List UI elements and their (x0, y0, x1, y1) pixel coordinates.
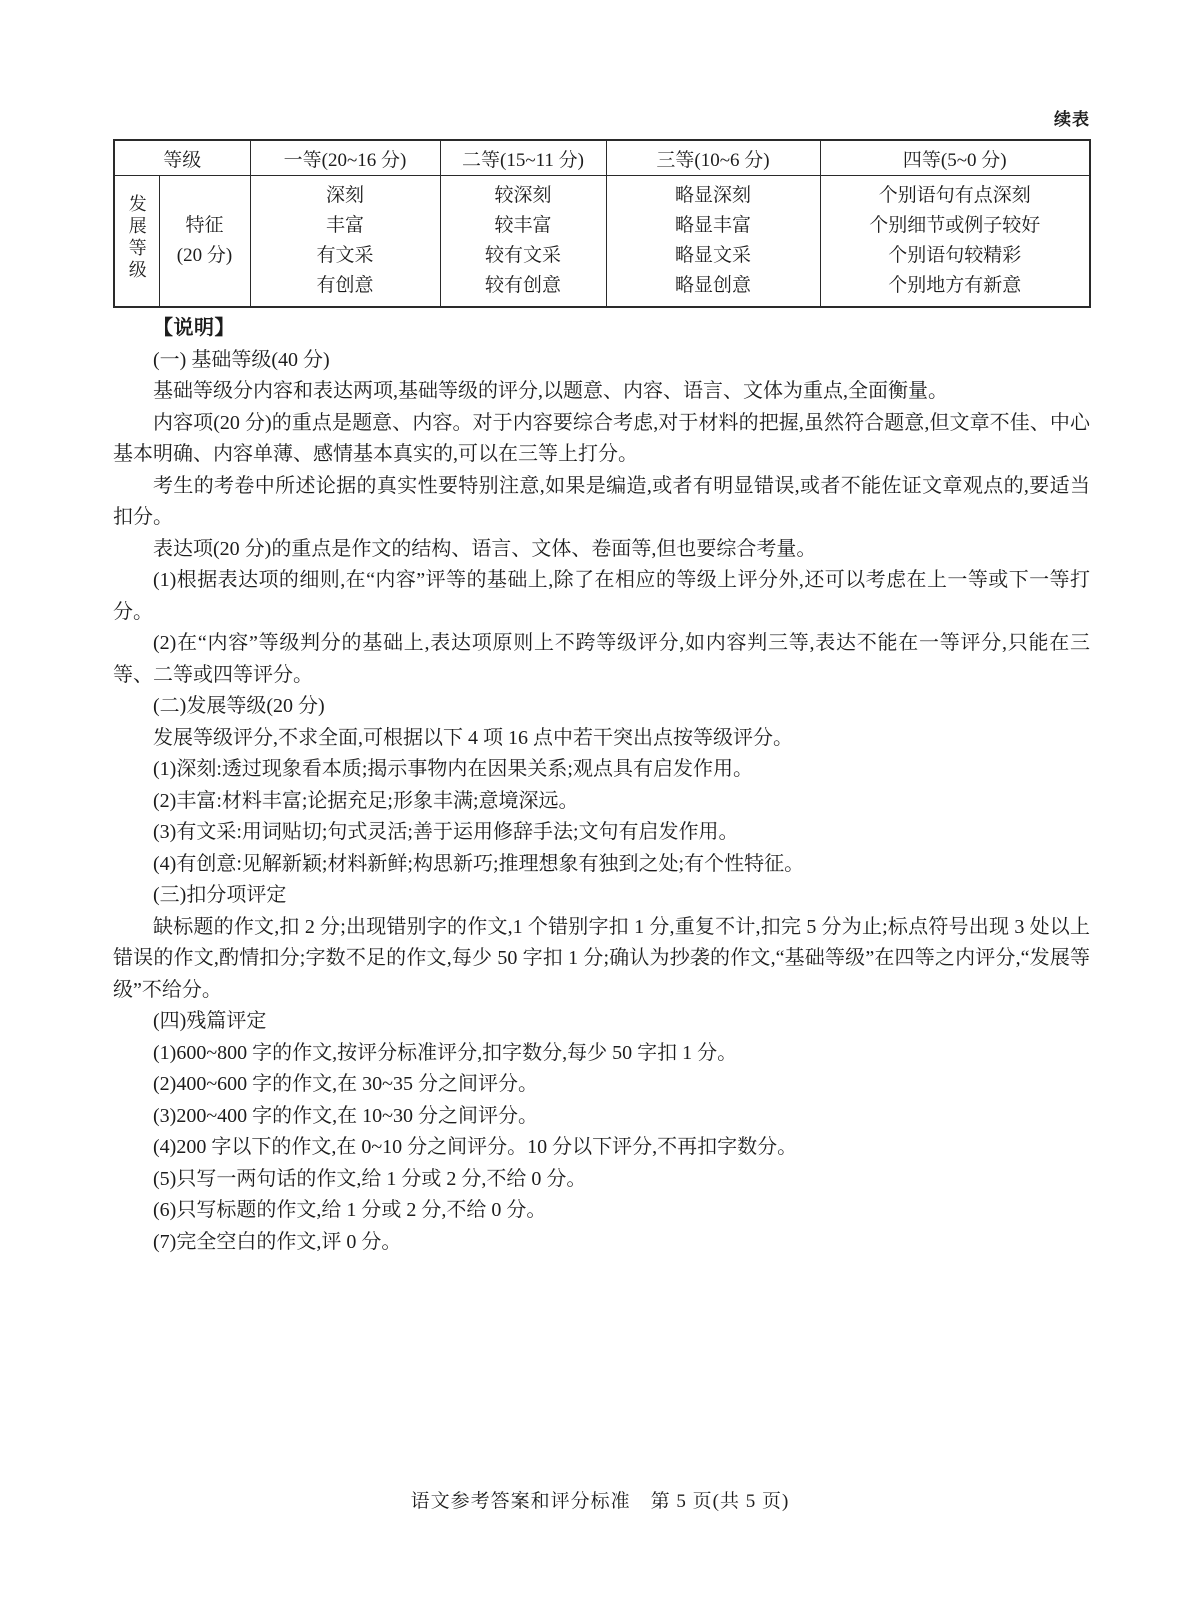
grade4-body-cell (820, 176, 1090, 308)
grade-header-cell: 等级 (114, 140, 250, 176)
grade2-body-cell (440, 176, 606, 308)
page-footer: 语文参考答案和评分标准 第 5 页(共 5 页) (410, 1491, 790, 1512)
note-paragraph: (二)发展等级(20 分) (153, 695, 325, 717)
note-paragraph: (2)丰富:材料丰富;论据充足;形象丰满;意境深远。 (153, 789, 579, 812)
continued-table-label: 续表 (1054, 110, 1090, 129)
grade2-header-cell: 二等(15~11 分) (440, 140, 606, 176)
grade1-line: 丰富 (326, 215, 365, 236)
grade3-header-cell: 三等(10~6 分) (606, 140, 820, 176)
note-paragraph: (1)600~800 字的作文,按评分标准评分,扣字数分,每少 50 字扣 1 分。 (153, 1041, 738, 1064)
notes-section (113, 313, 1090, 1258)
feature-label-line2: (20 分) (176, 245, 233, 266)
note-paragraph: 发展等级评分,不求全面,可根据以下 4 项 16 点中若干突出点按等级评分。 (153, 726, 793, 749)
note-paragraph: (四)残篇评定 (153, 1010, 267, 1032)
note-paragraph: (7)完全空白的作文,评 0 分。 (153, 1230, 402, 1253)
note-paragraph: (4)200 字以下的作文,在 0~10 分之间评分。10 分以下评分,不再扣字数分。 (153, 1136, 798, 1158)
note-paragraph: (一) 基础等级(40 分) (153, 348, 330, 371)
grade3-line: 略显创意 (675, 275, 752, 296)
table-header-row (114, 140, 1090, 176)
feature-label-line1: 特征 (185, 215, 224, 236)
note-paragraph: (4)有创意:见解新颖;材料新鲜;构思新巧;推理想象有独到之处;有个性特征。 (153, 852, 805, 875)
grade1-body-cell (250, 176, 440, 308)
grade4-line: 个别地方有新意 (888, 275, 1022, 296)
note-paragraph: 基础等级分内容和表达两项,基础等级的评分,以题意、内容、语言、文体为重点,全面衡量。 (153, 380, 948, 402)
note-paragraph: (2)400~600 字的作文,在 30~35 分之间评分。 (153, 1073, 538, 1095)
grade2-line: 较丰富 (494, 215, 552, 236)
development-grade-table (113, 139, 1091, 308)
grade2-line: 较深刻 (494, 185, 552, 206)
note-paragraph: (三)扣分项评定 (153, 884, 287, 906)
note-paragraph: 考生的考卷中所述论据的真实性要特别注意,如果是编造,或者有明显错误,或者不能佐证文章观点的,要适当扣分。 (113, 474, 1090, 528)
notes-title: 【说明】 (153, 317, 235, 339)
feature-label-cell (159, 176, 250, 308)
grade3-body-cell (606, 176, 820, 308)
row-group-vertical-label: 发展等级 (126, 194, 147, 282)
grade1-header-cell: 一等(20~16 分) (250, 140, 440, 176)
note-paragraph: 缺标题的作文,扣 2 分;出现错别字的作文,1 个错别字扣 1 分,重复不计,扣完 5 分为止;标点符号出现 3 处以上错误的作文,酌情扣分;字数不足的作文,每少 50 字扣 1 分;确认为抄袭的作文,“基础等级”在四等之内评分,“发展等级”不给分。 (113, 915, 1090, 1001)
grade2-line: 较有创意 (485, 275, 562, 296)
note-paragraph: (3)200~400 字的作文,在 10~30 分之间评分。 (153, 1104, 538, 1127)
note-paragraph: (5)只写一两句话的作文,给 1 分或 2 分,不给 0 分。 (153, 1167, 587, 1190)
grade1-line: 有文采 (316, 245, 374, 266)
grade3-line: 略显文采 (675, 245, 752, 266)
note-paragraph: 表达项(20 分)的重点是作文的结构、语言、文体、卷面等,但也要综合考量。 (153, 537, 817, 560)
grade4-line: 个别细节或例子较好 (869, 215, 1041, 236)
note-paragraph: (1)深刻:透过现象看本质;揭示事物内在因果关系;观点具有启发作用。 (153, 758, 753, 780)
table-body-row (114, 176, 1090, 308)
note-paragraph: 内容项(20 分)的重点是题意、内容。对于内容要综合考虑,对于材料的把握,虽然符合题意,但文章不佳、中心基本明确、内容单薄、感情基本真实的,可以在三等上打分。 (113, 411, 1090, 465)
row-group-cell (114, 176, 159, 308)
note-paragraph: (1)根据表达项的细则,在“内容”评等的基础上,除了在相应的等级上评分外,还可以考虑在上一等或下一等打分。 (113, 569, 1090, 623)
grade2-line: 较有文采 (485, 245, 562, 266)
note-paragraph: (2)在“内容”等级判分的基础上,表达项原则上不跨等级评分,如内容判三等,表达不能在一等评分,只能在三等、二等或四等评分。 (113, 632, 1090, 686)
note-paragraph: (6)只写标题的作文,给 1 分或 2 分,不给 0 分。 (153, 1199, 547, 1221)
grade1-line: 深刻 (326, 185, 365, 206)
note-paragraph: (3)有文采:用词贴切;句式灵活;善于运用修辞手法;文句有启发作用。 (153, 821, 739, 843)
grade3-line: 略显深刻 (675, 185, 752, 206)
grade3-line: 略显丰富 (675, 215, 752, 236)
grade4-header-cell: 四等(5~0 分) (820, 140, 1090, 176)
grade4-line: 个别语句有点深刻 (878, 185, 1031, 206)
grade1-line: 有创意 (316, 275, 374, 296)
grade4-line: 个别语句较精彩 (888, 245, 1022, 266)
